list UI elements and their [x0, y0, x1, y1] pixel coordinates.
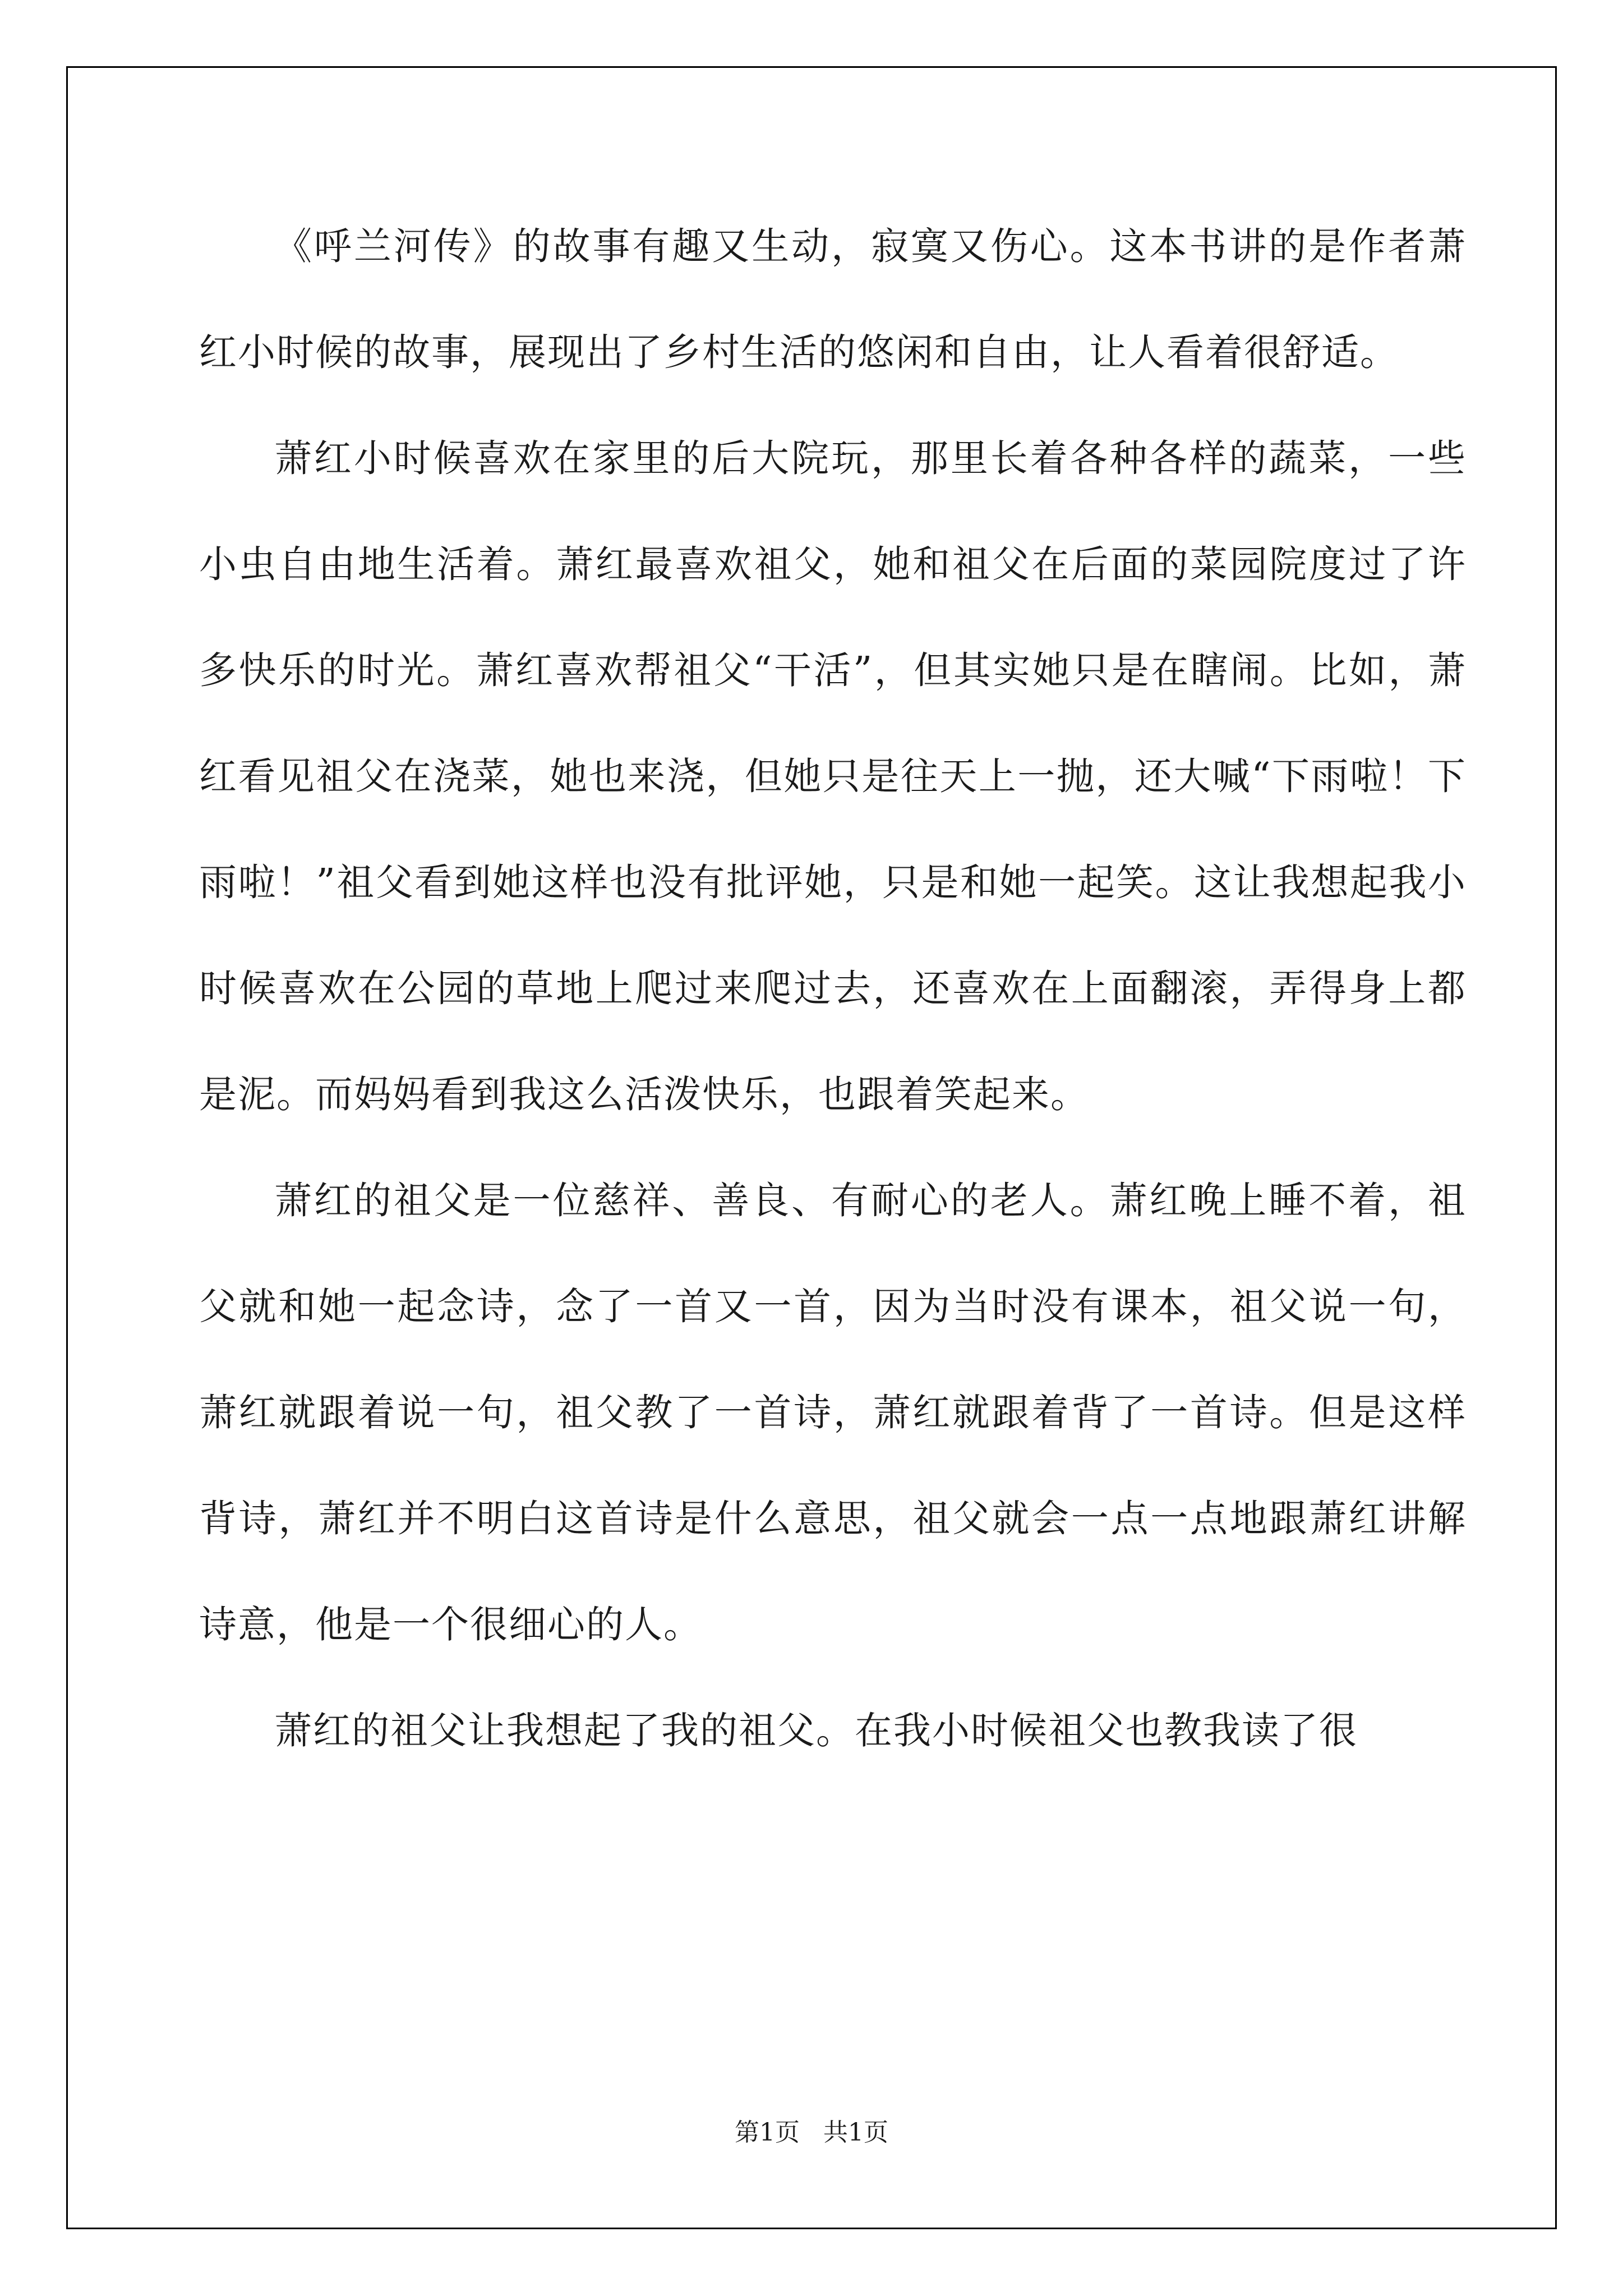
paragraph-3: 萧红的祖父是一位慈祥、善良、有耐心的老人。萧红晚上睡不着，祖父就和她一起念诗，念了一首又一首，因为当时没有课本，祖父说一句，萧红就跟着说一句，祖父教了一首诗，萧红就跟着背了一首诗。但是这样背诗，萧红并不明白这首诗是什么意思，祖父就会一点一点地跟萧红讲解诗意，他是一个很细心的人。 — [199, 1179, 1467, 1646]
paragraph-2: 萧红小时候喜欢在家里的后大院玩，那里长着各种各样的蔬菜，一些小虫自由地生活着。萧红最喜欢祖父，她和祖父在后面的菜园院度过了许多快乐的时光。萧红喜欢帮祖父“干活”，但其实她只是在瞎闹。比如，萧红看见祖父在浇菜，她也来浇，但她只是往天上一抛，还大喊“下雨啦！下雨啦！”祖父看到她这样也没有批评她，只是和她一起笑。这让我想起我小时候喜欢在公园的草地上爬过来爬过去，还喜欢在上面翻滚，弄得身上都是泥。而妈妈看到我这么活泼快乐，也跟着笑起来。 — [199, 436, 1467, 1116]
page-number-footer: 第1页 共1页 — [735, 2118, 888, 2147]
document-body — [199, 194, 1467, 1784]
paragraph-4: 萧红的祖父让我想起了我的祖父。在我小时候祖父也教我读了很 — [274, 1709, 1358, 1752]
paragraph-1: 《呼兰河传》的故事有趣又生动，寂寞又伤心。这本书讲的是作者萧红小时候的故事，展现出了乡村生活的悠闲和自由，让人看着很舒适。 — [199, 224, 1467, 374]
